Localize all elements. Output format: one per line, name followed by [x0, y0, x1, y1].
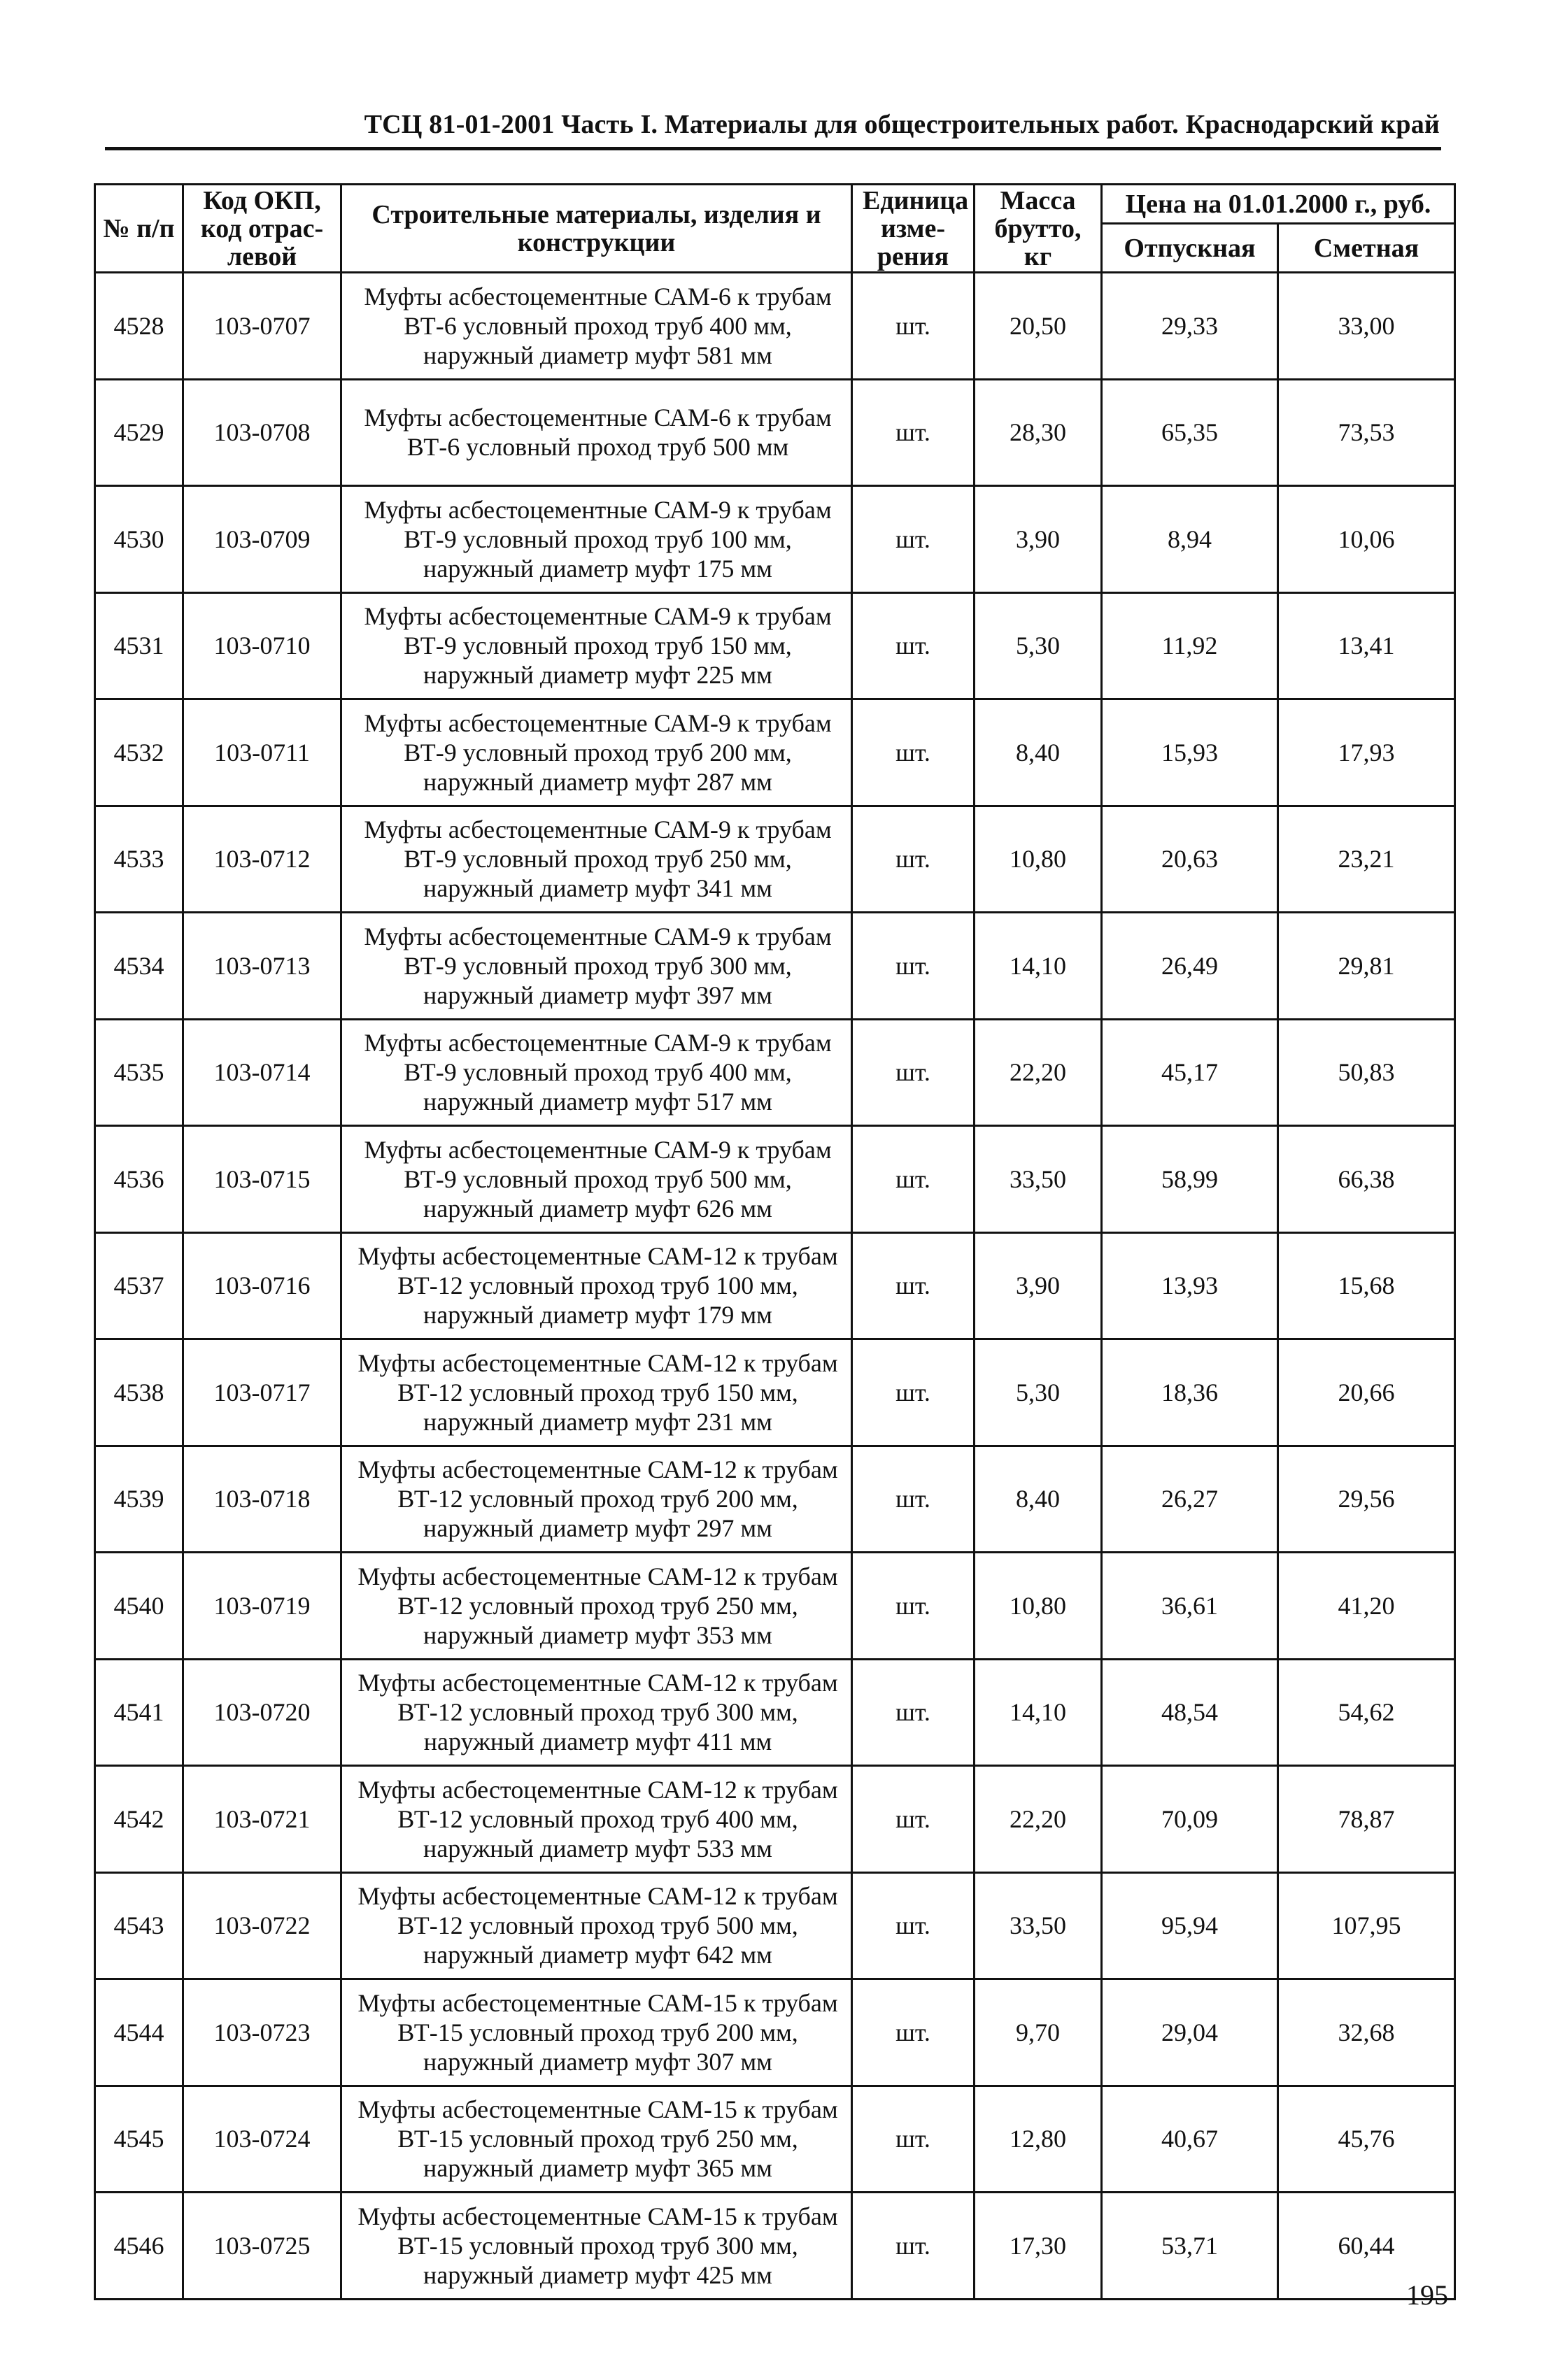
row-code: 103-0714 [183, 1019, 341, 1126]
row-unit: шт. [852, 913, 975, 1020]
row-description: Муфты асбестоцементные САМ-6 к трубам ВТ-6 условный проход труб 500 мм [341, 379, 852, 486]
row-description: Муфты асбестоцементные САМ-6 к трубам ВТ-6 условный проход труб 400 мм, наружный диаметр муфт 581 мм [341, 273, 852, 380]
row-description: Муфты асбестоцементные САМ-9 к трубам ВТ-9 условный проход труб 250 мм, наружный диаметр муфт 341 мм [341, 806, 852, 913]
row-code: 103-0721 [183, 1766, 341, 1873]
row-price-release: 26,27 [1102, 1446, 1278, 1553]
table-row [95, 2086, 1455, 2193]
row-price-estimate: 73,53 [1278, 379, 1455, 486]
row-unit: шт. [852, 1553, 975, 1660]
row-price-release: 18,36 [1102, 1339, 1278, 1446]
row-price-estimate: 13,41 [1278, 592, 1455, 699]
table-row [95, 1019, 1455, 1126]
row-description: Муфты асбестоцементные САМ-9 к трубам ВТ-9 условный проход труб 150 мм, наружный диаметр муфт 225 мм [341, 592, 852, 699]
row-code: 103-0716 [183, 1232, 341, 1339]
row-number: 4531 [95, 592, 183, 699]
row-price-release: 45,17 [1102, 1019, 1278, 1126]
row-code: 103-0723 [183, 1979, 341, 2086]
row-description: Муфты асбестоцементные САМ-12 к трубам ВТ-12 условный проход труб 100 мм, наружный диаметр муфт 179 мм [341, 1232, 852, 1339]
row-unit: шт. [852, 592, 975, 699]
row-unit: шт. [852, 1232, 975, 1339]
table-row [95, 592, 1455, 699]
row-number: 4542 [95, 1766, 183, 1873]
row-price-estimate: 10,06 [1278, 486, 1455, 593]
table-row [95, 486, 1455, 593]
col-header-num: № п/п [95, 185, 183, 273]
row-price-estimate: 66,38 [1278, 1126, 1455, 1233]
row-number: 4541 [95, 1659, 183, 1766]
row-price-estimate: 60,44 [1278, 2193, 1455, 2300]
row-mass: 10,80 [975, 1553, 1102, 1660]
row-price-release: 53,71 [1102, 2193, 1278, 2300]
row-number: 4543 [95, 1872, 183, 1979]
row-number: 4546 [95, 2193, 183, 2300]
row-code: 103-0712 [183, 806, 341, 913]
col-header-price-release: Отпускная [1102, 224, 1278, 273]
row-description: Муфты асбестоцементные САМ-9 к трубам ВТ-9 условный проход труб 500 мм, наружный диаметр муфт 626 мм [341, 1126, 852, 1233]
row-price-estimate: 107,95 [1278, 1872, 1455, 1979]
row-price-release: 29,33 [1102, 273, 1278, 380]
row-price-estimate: 54,62 [1278, 1659, 1455, 1766]
row-unit: шт. [852, 1872, 975, 1979]
row-mass: 17,30 [975, 2193, 1102, 2300]
row-code: 103-0718 [183, 1446, 341, 1553]
row-mass: 10,80 [975, 806, 1102, 913]
row-number: 4539 [95, 1446, 183, 1553]
row-number: 4530 [95, 486, 183, 593]
row-unit: шт. [852, 1979, 975, 2086]
col-header-unit: Единица изме-рения [852, 185, 975, 273]
row-unit: шт. [852, 2086, 975, 2193]
row-price-release: 58,99 [1102, 1126, 1278, 1233]
row-mass: 22,20 [975, 1019, 1102, 1126]
row-description: Муфты асбестоцементные САМ-12 к трубам ВТ-12 условный проход труб 400 мм, наружный диаметр муфт 533 мм [341, 1766, 852, 1873]
row-mass: 28,30 [975, 379, 1102, 486]
row-number: 4537 [95, 1232, 183, 1339]
row-unit: шт. [852, 1659, 975, 1766]
row-price-estimate: 32,68 [1278, 1979, 1455, 2086]
row-mass: 20,50 [975, 273, 1102, 380]
table-row [95, 379, 1455, 486]
row-price-release: 11,92 [1102, 592, 1278, 699]
row-number: 4535 [95, 1019, 183, 1126]
row-price-release: 48,54 [1102, 1659, 1278, 1766]
row-description: Муфты асбестоцементные САМ-12 к трубам ВТ-12 условный проход труб 500 мм, наружный диаметр муфт 642 мм [341, 1872, 852, 1979]
row-code: 103-0711 [183, 699, 341, 806]
row-unit: шт. [852, 2193, 975, 2300]
row-price-estimate: 33,00 [1278, 273, 1455, 380]
table-row [95, 1126, 1455, 1233]
row-description: Муфты асбестоцементные САМ-12 к трубам ВТ-12 условный проход труб 200 мм, наружный диаметр муфт 297 мм [341, 1446, 852, 1553]
row-mass: 33,50 [975, 1126, 1102, 1233]
row-mass: 5,30 [975, 1339, 1102, 1446]
row-price-estimate: 45,76 [1278, 2086, 1455, 2193]
row-unit: шт. [852, 699, 975, 806]
row-unit: шт. [852, 1126, 975, 1233]
row-price-release: 13,93 [1102, 1232, 1278, 1339]
row-mass: 14,10 [975, 913, 1102, 1020]
row-number: 4538 [95, 1339, 183, 1446]
table-row [95, 1766, 1455, 1873]
row-price-estimate: 78,87 [1278, 1766, 1455, 1873]
row-price-release: 26,49 [1102, 913, 1278, 1020]
row-number: 4534 [95, 913, 183, 1020]
running-header [105, 105, 1441, 150]
table-row [95, 1979, 1455, 2086]
row-price-release: 36,61 [1102, 1553, 1278, 1660]
header-title: ТСЦ 81-01-2001 Часть I. Материалы для общестроительных работ. Краснодарский край [364, 110, 1440, 139]
row-description: Муфты асбестоцементные САМ-15 к трубам ВТ-15 условный проход труб 200 мм, наружный диаметр муфт 307 мм [341, 1979, 852, 2086]
row-code: 103-0707 [183, 273, 341, 380]
table-body [95, 273, 1455, 2300]
table-row [95, 1659, 1455, 1766]
row-code: 103-0720 [183, 1659, 341, 1766]
row-price-release: 29,04 [1102, 1979, 1278, 2086]
row-price-estimate: 29,81 [1278, 913, 1455, 1020]
col-header-mass: Масса брутто, кг [975, 185, 1102, 273]
row-code: 103-0725 [183, 2193, 341, 2300]
row-mass: 8,40 [975, 1446, 1102, 1553]
materials-table [94, 183, 1456, 2300]
table-row [95, 913, 1455, 1020]
row-number: 4529 [95, 379, 183, 486]
row-mass: 33,50 [975, 1872, 1102, 1979]
row-unit: шт. [852, 379, 975, 486]
row-description: Муфты асбестоцементные САМ-15 к трубам ВТ-15 условный проход труб 300 мм, наружный диаметр муфт 425 мм [341, 2193, 852, 2300]
row-code: 103-0708 [183, 379, 341, 486]
row-description: Муфты асбестоцементные САМ-9 к трубам ВТ-9 условный проход труб 400 мм, наружный диаметр муфт 517 мм [341, 1019, 852, 1126]
row-unit: шт. [852, 806, 975, 913]
row-price-release: 15,93 [1102, 699, 1278, 806]
row-price-estimate: 17,93 [1278, 699, 1455, 806]
row-number: 4532 [95, 699, 183, 806]
row-code: 103-0713 [183, 913, 341, 1020]
table-row [95, 1872, 1455, 1979]
row-description: Муфты асбестоцементные САМ-9 к трубам ВТ-9 условный проход труб 200 мм, наружный диаметр муфт 287 мм [341, 699, 852, 806]
row-code: 103-0710 [183, 592, 341, 699]
row-unit: шт. [852, 273, 975, 380]
page-number: 195 [1406, 2279, 1448, 2311]
row-number: 4533 [95, 806, 183, 913]
row-unit: шт. [852, 1339, 975, 1446]
row-description: Муфты асбестоцементные САМ-12 к трубам ВТ-12 условный проход труб 250 мм, наружный диаметр муфт 353 мм [341, 1553, 852, 1660]
row-price-release: 40,67 [1102, 2086, 1278, 2193]
row-description: Муфты асбестоцементные САМ-9 к трубам ВТ-9 условный проход труб 300 мм, наружный диаметр муфт 397 мм [341, 913, 852, 1020]
table-row [95, 1339, 1455, 1446]
col-header-price-estimate: Сметная [1278, 224, 1455, 273]
row-number: 4544 [95, 1979, 183, 2086]
row-mass: 3,90 [975, 486, 1102, 593]
row-mass: 12,80 [975, 2086, 1102, 2193]
row-unit: шт. [852, 1019, 975, 1126]
row-price-release: 65,35 [1102, 379, 1278, 486]
row-number: 4536 [95, 1126, 183, 1233]
row-description: Муфты асбестоцементные САМ-9 к трубам ВТ-9 условный проход труб 100 мм, наружный диаметр муфт 175 мм [341, 486, 852, 593]
row-price-release: 8,94 [1102, 486, 1278, 593]
table-row [95, 273, 1455, 380]
table-row [95, 806, 1455, 913]
col-header-price-group: Цена на 01.01.2000 г., руб. [1102, 185, 1455, 224]
row-code: 103-0724 [183, 2086, 341, 2193]
row-price-estimate: 20,66 [1278, 1339, 1455, 1446]
row-number: 4540 [95, 1553, 183, 1660]
row-unit: шт. [852, 1766, 975, 1873]
row-price-estimate: 50,83 [1278, 1019, 1455, 1126]
row-mass: 22,20 [975, 1766, 1102, 1873]
row-price-release: 20,63 [1102, 806, 1278, 913]
row-code: 103-0709 [183, 486, 341, 593]
row-code: 103-0719 [183, 1553, 341, 1660]
row-mass: 9,70 [975, 1979, 1102, 2086]
table-row [95, 1232, 1455, 1339]
row-mass: 5,30 [975, 592, 1102, 699]
row-unit: шт. [852, 1446, 975, 1553]
row-price-estimate: 41,20 [1278, 1553, 1455, 1660]
row-description: Муфты асбестоцементные САМ-15 к трубам ВТ-15 условный проход труб 250 мм, наружный диаметр муфт 365 мм [341, 2086, 852, 2193]
row-number: 4545 [95, 2086, 183, 2193]
table-row [95, 699, 1455, 806]
row-mass: 3,90 [975, 1232, 1102, 1339]
row-price-release: 70,09 [1102, 1766, 1278, 1873]
row-code: 103-0722 [183, 1872, 341, 1979]
row-price-release: 95,94 [1102, 1872, 1278, 1979]
table-row [95, 1553, 1455, 1660]
row-description: Муфты асбестоцементные САМ-12 к трубам ВТ-12 условный проход труб 300 мм, наружный диаметр муфт 411 мм [341, 1659, 852, 1766]
row-code: 103-0715 [183, 1126, 341, 1233]
row-number: 4528 [95, 273, 183, 380]
row-mass: 8,40 [975, 699, 1102, 806]
row-unit: шт. [852, 486, 975, 593]
table-row [95, 2193, 1455, 2300]
row-description: Муфты асбестоцементные САМ-12 к трубам ВТ-12 условный проход труб 150 мм, наружный диаметр муфт 231 мм [341, 1339, 852, 1446]
row-price-estimate: 29,56 [1278, 1446, 1455, 1553]
row-mass: 14,10 [975, 1659, 1102, 1766]
row-code: 103-0717 [183, 1339, 341, 1446]
table-row [95, 1446, 1455, 1553]
col-header-code: Код ОКП, код отрас-левой [183, 185, 341, 273]
row-price-estimate: 15,68 [1278, 1232, 1455, 1339]
col-header-name: Строительные материалы, изделия и конструкции [341, 185, 852, 273]
row-price-estimate: 23,21 [1278, 806, 1455, 913]
